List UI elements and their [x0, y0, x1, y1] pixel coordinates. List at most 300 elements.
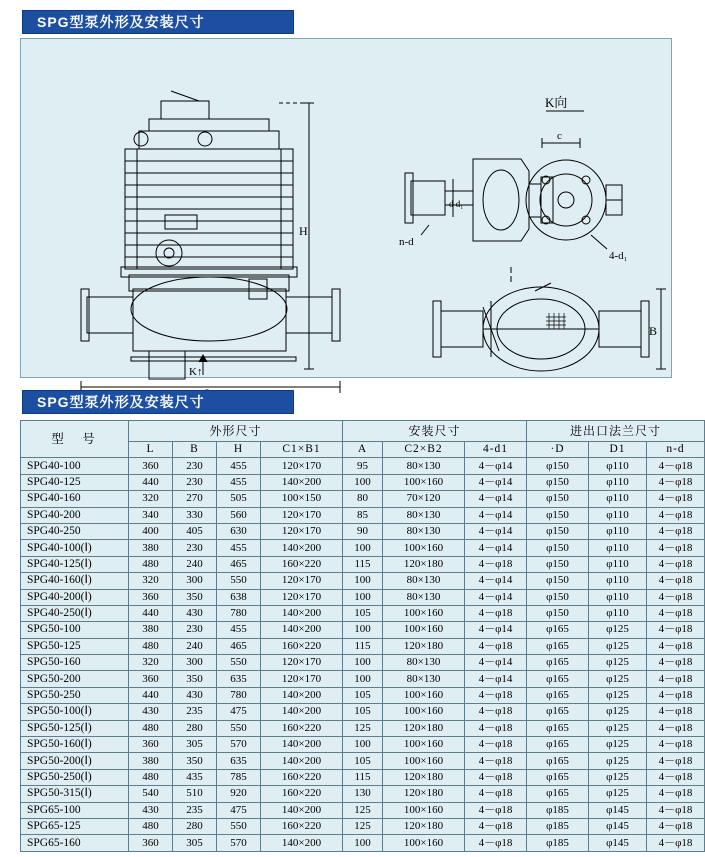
cell-value: 120×170 — [261, 573, 343, 589]
cell-value: φ150 — [527, 523, 589, 539]
cell-value: φ110 — [589, 540, 647, 556]
cell-value: 4－φ18 — [647, 687, 705, 703]
cell-value: 350 — [173, 671, 217, 687]
table-row — [21, 802, 705, 818]
cell-value: 100×160 — [383, 835, 465, 851]
cell-value: φ150 — [527, 474, 589, 490]
cell-value: 630 — [217, 523, 261, 539]
cell-value: 360 — [129, 458, 173, 474]
header-col-c2b2: C2×B2 — [383, 442, 465, 458]
cell-model: SPG50-200(Ⅰ) — [21, 753, 129, 769]
cell-value: 160×220 — [261, 556, 343, 572]
cell-value: 4－φ18 — [647, 540, 705, 556]
cell-value: φ165 — [527, 655, 589, 671]
header-col-4d1: 4-d1 — [465, 442, 527, 458]
cell-value: 140×200 — [261, 687, 343, 703]
cell-value: 80×130 — [383, 589, 465, 605]
cell-value: φ110 — [589, 589, 647, 605]
spec-table-group-header-row — [21, 421, 705, 442]
cell-value: 105 — [343, 753, 383, 769]
cell-value: φ125 — [589, 786, 647, 802]
header-group-outline: 外形尺寸 — [129, 421, 343, 442]
cell-value: φ150 — [527, 589, 589, 605]
cell-value: 440 — [129, 605, 173, 621]
cell-value: 300 — [173, 573, 217, 589]
cell-value: 540 — [129, 786, 173, 802]
cell-value: 4－φ18 — [647, 769, 705, 785]
cell-value: 80×130 — [383, 655, 465, 671]
table-row — [21, 687, 705, 703]
cell-value: 4－φ14 — [465, 458, 527, 474]
cell-value: 4－φ18 — [647, 753, 705, 769]
cell-value: φ165 — [527, 622, 589, 638]
drawing-label-k-arrow: K↑ — [189, 366, 203, 378]
cell-value: 4－φ18 — [465, 835, 527, 851]
cell-value: 125 — [343, 802, 383, 818]
cell-value: φ165 — [527, 786, 589, 802]
table-row — [21, 818, 705, 834]
cell-value: 230 — [173, 540, 217, 556]
cell-value: 4－φ18 — [647, 523, 705, 539]
cell-value: 95 — [343, 458, 383, 474]
cell-value: 330 — [173, 507, 217, 523]
cell-value: 320 — [129, 491, 173, 507]
cell-value: 80×130 — [383, 458, 465, 474]
cell-value: φ150 — [527, 605, 589, 621]
table-row — [21, 704, 705, 720]
table-row — [21, 507, 705, 523]
drawing-label-4-d1: 4-d₁ — [609, 250, 628, 262]
cell-value: φ145 — [589, 835, 647, 851]
table-row — [21, 573, 705, 589]
table-row — [21, 671, 705, 687]
cell-model: SPG40-250 — [21, 523, 129, 539]
drawing-label-n-d: n-d — [399, 236, 414, 248]
cell-value: 4－φ18 — [647, 786, 705, 802]
cell-value: φ125 — [589, 737, 647, 753]
cell-value: 360 — [129, 589, 173, 605]
cell-value: 230 — [173, 622, 217, 638]
cell-value: 140×200 — [261, 605, 343, 621]
cell-value: 100 — [343, 835, 383, 851]
cell-value: 100 — [343, 573, 383, 589]
cell-value: 510 — [173, 786, 217, 802]
cell-value: φ165 — [527, 638, 589, 654]
cell-value: φ150 — [527, 540, 589, 556]
cell-value: φ125 — [589, 753, 647, 769]
cell-value: 4－φ14 — [465, 655, 527, 671]
header-col-d1: D1 — [589, 442, 647, 458]
cell-value: 4－φ18 — [647, 573, 705, 589]
cell-value: 280 — [173, 720, 217, 736]
cell-value: 160×220 — [261, 720, 343, 736]
cell-value: φ150 — [527, 556, 589, 572]
cell-model: SPG50-125 — [21, 638, 129, 654]
cell-value: 780 — [217, 605, 261, 621]
table-row — [21, 786, 705, 802]
table-row — [21, 737, 705, 753]
cell-value: φ150 — [527, 573, 589, 589]
cell-value: 4－φ18 — [465, 769, 527, 785]
cell-value: 4－φ18 — [647, 507, 705, 523]
cell-model: SPG50-100 — [21, 622, 129, 638]
cell-value: 4－φ14 — [465, 474, 527, 490]
cell-value: 120×170 — [261, 458, 343, 474]
cell-value: φ110 — [589, 523, 647, 539]
cell-model: SPG50-315(Ⅰ) — [21, 786, 129, 802]
drawing-label-b: B — [649, 324, 658, 338]
header-col-b: B — [173, 442, 217, 458]
cell-value: φ185 — [527, 802, 589, 818]
cell-value: 4－φ14 — [465, 589, 527, 605]
cell-value: 120×170 — [261, 507, 343, 523]
cell-value: φ145 — [589, 818, 647, 834]
cell-model: SPG50-125(Ⅰ) — [21, 720, 129, 736]
cell-value: 100 — [343, 540, 383, 556]
cell-value: 440 — [129, 687, 173, 703]
cell-model: SPG40-100(Ⅰ) — [21, 540, 129, 556]
cell-model: SPG40-160(Ⅰ) — [21, 573, 129, 589]
cell-value: φ150 — [527, 491, 589, 507]
table-row — [21, 605, 705, 621]
pump-dimension-drawing — [21, 39, 671, 377]
table-row — [21, 655, 705, 671]
cell-value: 125 — [343, 720, 383, 736]
cell-value: 505 — [217, 491, 261, 507]
cell-value: 100×150 — [261, 491, 343, 507]
drawing-label-h: H — [299, 224, 308, 238]
cell-value: 140×200 — [261, 835, 343, 851]
cell-value: 140×200 — [261, 622, 343, 638]
cell-value: 305 — [173, 835, 217, 851]
cell-value: 638 — [217, 589, 261, 605]
cell-value: 120×180 — [383, 818, 465, 834]
cell-value: 430 — [173, 605, 217, 621]
cell-value: 4－φ18 — [465, 720, 527, 736]
cell-value: 635 — [217, 753, 261, 769]
cell-value: 270 — [173, 491, 217, 507]
cell-value: 140×200 — [261, 540, 343, 556]
cell-value: 100×160 — [383, 540, 465, 556]
cell-value: 4－φ18 — [647, 737, 705, 753]
cell-value: 125 — [343, 818, 383, 834]
section-title-bar-2 — [22, 390, 294, 414]
cell-value: 4－φ18 — [647, 605, 705, 621]
cell-value: 80×130 — [383, 671, 465, 687]
cell-value: 4－φ18 — [465, 786, 527, 802]
cell-value: φ165 — [527, 753, 589, 769]
cell-value: φ165 — [527, 769, 589, 785]
cell-value: 785 — [217, 769, 261, 785]
cell-value: 350 — [173, 753, 217, 769]
table-row — [21, 474, 705, 490]
cell-value: 100×160 — [383, 622, 465, 638]
cell-value: 240 — [173, 638, 217, 654]
cell-value: 4－φ18 — [647, 818, 705, 834]
cell-value: 280 — [173, 818, 217, 834]
cell-value: 120×180 — [383, 786, 465, 802]
cell-model: SPG50-200 — [21, 671, 129, 687]
spec-table-body — [21, 458, 705, 851]
cell-value: φ145 — [589, 802, 647, 818]
cell-value: 100 — [343, 474, 383, 490]
cell-value: 140×200 — [261, 474, 343, 490]
cell-value: 120×180 — [383, 769, 465, 785]
cell-value: 4－φ18 — [647, 638, 705, 654]
cell-value: φ110 — [589, 507, 647, 523]
cell-model: SPG40-125(Ⅰ) — [21, 556, 129, 572]
cell-value: 120×170 — [261, 655, 343, 671]
cell-value: 100 — [343, 589, 383, 605]
header-col-a: A — [343, 442, 383, 458]
cell-value: 570 — [217, 737, 261, 753]
cell-value: 4－φ18 — [647, 655, 705, 671]
cell-value: 480 — [129, 769, 173, 785]
cell-value: 4－φ18 — [465, 687, 527, 703]
cell-value: 4－φ18 — [647, 556, 705, 572]
cell-value: 455 — [217, 474, 261, 490]
table-row — [21, 638, 705, 654]
cell-value: 4－φ18 — [647, 458, 705, 474]
cell-value: 4－φ18 — [647, 622, 705, 638]
cell-value: φ110 — [589, 605, 647, 621]
cell-value: 435 — [173, 769, 217, 785]
cell-value: 480 — [129, 720, 173, 736]
cell-value: 360 — [129, 835, 173, 851]
cell-value: φ110 — [589, 573, 647, 589]
table-row — [21, 622, 705, 638]
table-row — [21, 540, 705, 556]
cell-value: 100×160 — [383, 737, 465, 753]
cell-value: 100×160 — [383, 753, 465, 769]
cell-value: 140×200 — [261, 753, 343, 769]
cell-value: 4－φ14 — [465, 622, 527, 638]
cell-value: 455 — [217, 458, 261, 474]
cell-value: 120×180 — [383, 720, 465, 736]
cell-value: φ125 — [589, 655, 647, 671]
cell-value: φ110 — [589, 491, 647, 507]
cell-value: φ125 — [589, 638, 647, 654]
cell-value: 475 — [217, 802, 261, 818]
cell-value: φ110 — [589, 474, 647, 490]
cell-value: 4－φ18 — [647, 491, 705, 507]
spec-table — [20, 420, 705, 852]
cell-value: 115 — [343, 769, 383, 785]
cell-value: 140×200 — [261, 802, 343, 818]
cell-value: 120×170 — [261, 523, 343, 539]
cell-value: 300 — [173, 655, 217, 671]
table-row — [21, 769, 705, 785]
cell-value: 360 — [129, 737, 173, 753]
cell-value: 4－φ14 — [465, 523, 527, 539]
cell-value: φ185 — [527, 818, 589, 834]
drawing-label-k-view: K向 — [545, 95, 568, 110]
cell-value: 100 — [343, 655, 383, 671]
cell-value: 440 — [129, 474, 173, 490]
cell-value: φ150 — [527, 458, 589, 474]
cell-value: 160×220 — [261, 818, 343, 834]
cell-value: 4－φ18 — [465, 818, 527, 834]
cell-value: 115 — [343, 556, 383, 572]
cell-value: 4－φ18 — [647, 835, 705, 851]
cell-value: 550 — [217, 720, 261, 736]
cell-model: SPG40-160 — [21, 491, 129, 507]
cell-value: φ165 — [527, 720, 589, 736]
cell-value: 230 — [173, 458, 217, 474]
cell-value: 4－φ18 — [465, 704, 527, 720]
cell-value: 100×160 — [383, 704, 465, 720]
cell-value: 455 — [217, 622, 261, 638]
cell-model: SPG40-200 — [21, 507, 129, 523]
cell-value: 340 — [129, 507, 173, 523]
spec-table-wrapper — [20, 420, 693, 852]
cell-value: 480 — [129, 556, 173, 572]
cell-value: 80×130 — [383, 507, 465, 523]
cell-value: 475 — [217, 704, 261, 720]
cell-value: 100×160 — [383, 605, 465, 621]
header-group-mounting: 安装尺寸 — [343, 421, 527, 442]
cell-value: 100×160 — [383, 802, 465, 818]
header-col-l: L — [129, 442, 173, 458]
cell-value: 4－φ18 — [647, 802, 705, 818]
cell-value: 4－φ14 — [465, 540, 527, 556]
cell-value: 140×200 — [261, 704, 343, 720]
cell-value: 465 — [217, 556, 261, 572]
cell-value: 160×220 — [261, 786, 343, 802]
cell-value: 85 — [343, 507, 383, 523]
header-col-h: H — [217, 442, 261, 458]
dimension-drawing-panel — [20, 38, 672, 378]
cell-value: 920 — [217, 786, 261, 802]
cell-value: 430 — [129, 802, 173, 818]
cell-value: 4－φ14 — [465, 507, 527, 523]
cell-model: SPG40-100 — [21, 458, 129, 474]
table-row — [21, 720, 705, 736]
cell-value: 570 — [217, 835, 261, 851]
cell-value: 120×170 — [261, 671, 343, 687]
cell-value: 105 — [343, 605, 383, 621]
cell-value: 550 — [217, 573, 261, 589]
header-col-d: ·D — [527, 442, 589, 458]
cell-value: φ165 — [527, 704, 589, 720]
cell-value: 80×130 — [383, 523, 465, 539]
cell-value: 4－φ18 — [647, 474, 705, 490]
cell-value: 780 — [217, 687, 261, 703]
cell-model: SPG65-100 — [21, 802, 129, 818]
cell-value: 400 — [129, 523, 173, 539]
cell-value: 100×160 — [383, 474, 465, 490]
cell-value: 320 — [129, 655, 173, 671]
cell-value: 635 — [217, 671, 261, 687]
cell-value: φ125 — [589, 704, 647, 720]
cell-value: 4－φ14 — [465, 573, 527, 589]
cell-value: φ150 — [527, 507, 589, 523]
cell-value: φ125 — [589, 671, 647, 687]
section-title-bar-1 — [22, 10, 294, 34]
cell-value: φ110 — [589, 458, 647, 474]
cell-value: 100 — [343, 737, 383, 753]
cell-value: 235 — [173, 802, 217, 818]
cell-value: φ185 — [527, 835, 589, 851]
cell-model: SPG50-160(Ⅰ) — [21, 737, 129, 753]
table-row — [21, 589, 705, 605]
cell-value: 140×200 — [261, 737, 343, 753]
cell-value: φ125 — [589, 769, 647, 785]
cell-value: 240 — [173, 556, 217, 572]
cell-value: 4－φ18 — [647, 671, 705, 687]
cell-value: 80×130 — [383, 573, 465, 589]
cell-model: SPG50-160 — [21, 655, 129, 671]
spec-table-head — [21, 421, 705, 458]
cell-value: φ125 — [589, 720, 647, 736]
cell-value: 560 — [217, 507, 261, 523]
cell-value: 480 — [129, 818, 173, 834]
section-title-text-1: SPG型泵外形及安装尺寸 — [37, 14, 205, 30]
cell-value: 4－φ18 — [465, 638, 527, 654]
cell-value: 4－φ18 — [647, 720, 705, 736]
cell-value: 130 — [343, 786, 383, 802]
section-title-text-2: SPG型泵外形及安装尺寸 — [37, 394, 205, 410]
cell-value: 430 — [173, 687, 217, 703]
cell-value: 380 — [129, 622, 173, 638]
cell-value: 100×160 — [383, 687, 465, 703]
table-row — [21, 835, 705, 851]
drawing-label-c: c — [557, 130, 562, 142]
cell-value: 380 — [129, 753, 173, 769]
cell-value: 360 — [129, 671, 173, 687]
cell-value: 4－φ14 — [465, 671, 527, 687]
cell-value: 100 — [343, 622, 383, 638]
cell-value: 4－φ18 — [465, 753, 527, 769]
cell-value: 90 — [343, 523, 383, 539]
cell-value: φ125 — [589, 622, 647, 638]
cell-value: 100 — [343, 671, 383, 687]
cell-value: φ165 — [527, 671, 589, 687]
cell-value: φ125 — [589, 687, 647, 703]
cell-value: 160×220 — [261, 769, 343, 785]
header-col-c1b1: C1×B1 — [261, 442, 343, 458]
cell-value: 120×170 — [261, 589, 343, 605]
cell-value: 380 — [129, 540, 173, 556]
cell-value: 455 — [217, 540, 261, 556]
drawing-label-dd1: d d₁ — [449, 199, 464, 209]
cell-value: φ165 — [527, 687, 589, 703]
cell-value: φ110 — [589, 556, 647, 572]
cell-value: 235 — [173, 704, 217, 720]
cell-value: 4－φ18 — [647, 704, 705, 720]
header-model: 型 号 — [21, 421, 129, 458]
table-row — [21, 458, 705, 474]
cell-value: 465 — [217, 638, 261, 654]
cell-model: SPG65-160 — [21, 835, 129, 851]
cell-model: SPG50-100(Ⅰ) — [21, 704, 129, 720]
cell-value: 405 — [173, 523, 217, 539]
cell-value: 115 — [343, 638, 383, 654]
cell-value: 80 — [343, 491, 383, 507]
cell-model: SPG40-250(Ⅰ) — [21, 605, 129, 621]
cell-value: 550 — [217, 818, 261, 834]
cell-model: SPG40-125 — [21, 474, 129, 490]
table-row — [21, 491, 705, 507]
cell-model: SPG65-125 — [21, 818, 129, 834]
cell-model: SPG50-250 — [21, 687, 129, 703]
cell-value: 160×220 — [261, 638, 343, 654]
cell-value: 350 — [173, 589, 217, 605]
cell-model: SPG50-250(Ⅰ) — [21, 769, 129, 785]
cell-value: 70×120 — [383, 491, 465, 507]
cell-value: φ165 — [527, 737, 589, 753]
table-row — [21, 523, 705, 539]
